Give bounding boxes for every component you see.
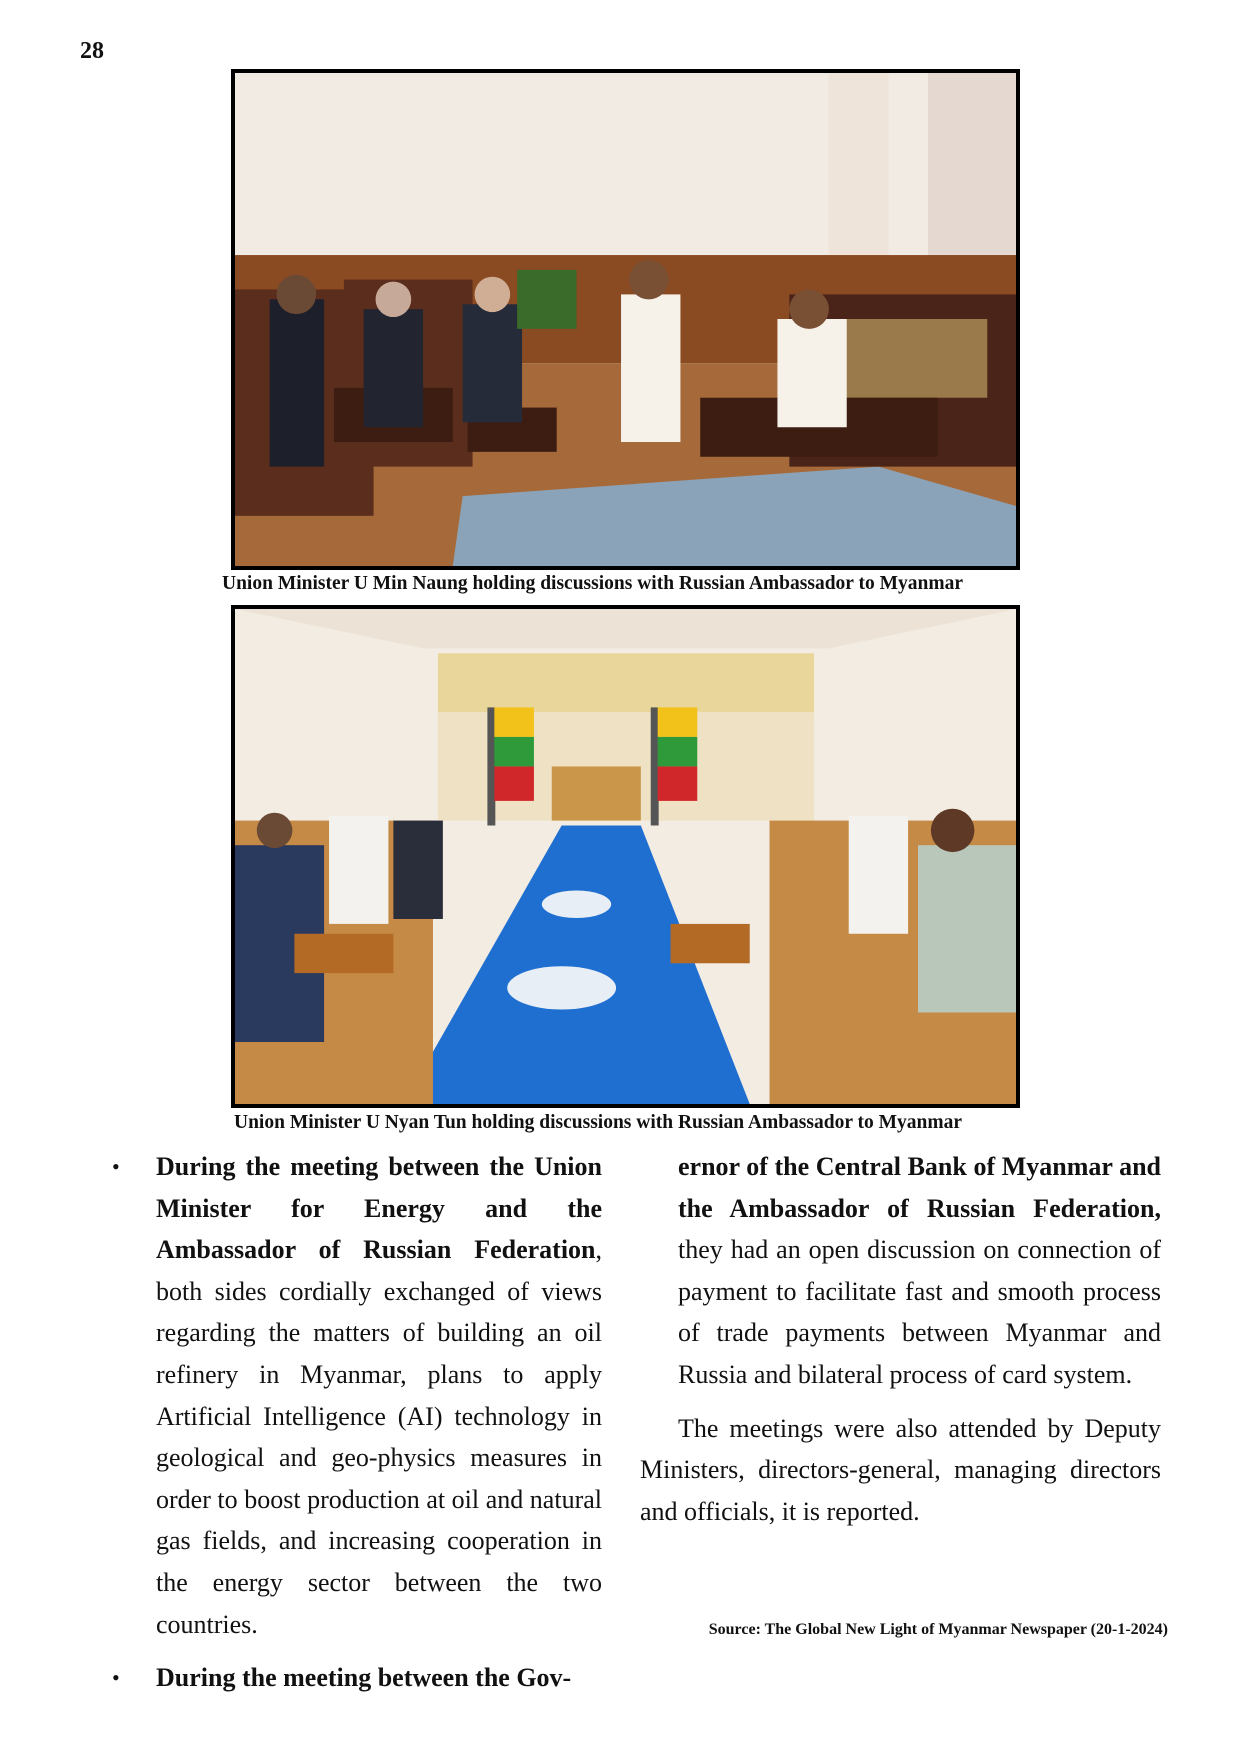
- source-note: Source: The Global New Light of Myanmar Newspaper (20-1-2024): [708, 1621, 1168, 1638]
- photo-nyan-tun-meeting: [231, 605, 1020, 1108]
- article-left-column: [112, 1146, 602, 1699]
- photo-caption-2: Union Minister U Nyan Tun holding discussions with Russian Ambassador to Myanmar: [234, 1112, 963, 1133]
- closing-paragraph: The meetings were also attended by Deputy Ministers, directors-general, managing directors and officials, it is reported.: [640, 1413, 1161, 1526]
- bullet1-body: , both sides cordially exchanged of views regarding the matters of building an oil refinery in Myanmar, plans to apply Artificial Intelligence (AI) technology in geological and geo-physics measures in order to boost production at oil and natural gas fields, and increasing cooperation in the energy sector between the two countries.: [156, 1235, 602, 1639]
- bullet-icon: •: [112, 1154, 120, 1179]
- bullet-energy-meeting: [112, 1146, 602, 1645]
- bullet-icon: •: [112, 1665, 120, 1691]
- page-number: 28: [80, 38, 104, 64]
- photo-caption-1: Union Minister U Min Naung holding discussions with Russian Ambassador to Myanmar: [222, 573, 963, 594]
- photo-min-naung-meeting: [231, 69, 1020, 570]
- meeting-room-illustration-1: [235, 73, 1016, 566]
- bullet2-body: they had an open discussion on connection of payment to facilitate fast and smooth process of trade payments between Myanmar and Russia and bilateral process of card system.: [678, 1235, 1161, 1389]
- meeting-room-illustration-2: [235, 609, 1016, 1104]
- article-right-column: [640, 1146, 1161, 1532]
- bullet1-heading: During the meeting between the Union Minister for Energy and the Ambassador of Russian Federation: [156, 1152, 602, 1265]
- bullet2-continuation: [640, 1146, 1161, 1396]
- bullet-central-bank-meeting: [112, 1657, 602, 1699]
- bullet2-heading-part1: During the meeting between the Gov-: [156, 1663, 572, 1693]
- bullet2-heading-part2: ernor of the Central Bank of Myanmar and the Ambassador of Russian Federation,: [678, 1152, 1161, 1223]
